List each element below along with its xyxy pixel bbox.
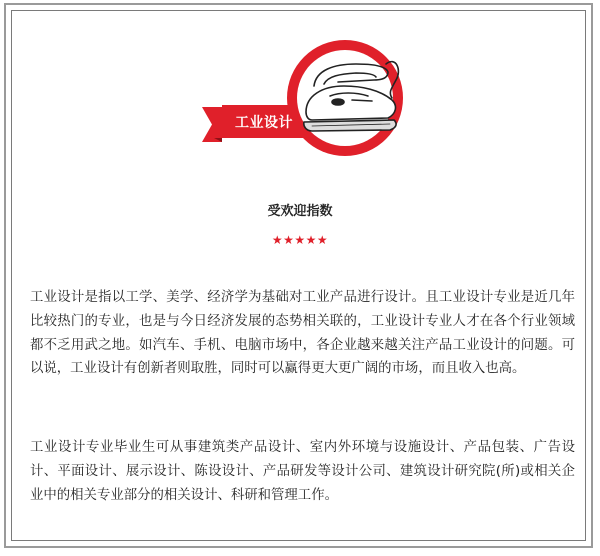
career-paragraph: 工业设计专业毕业生可从事建筑类产品设计、室内外环境与设施设计、产品包装、广告设计、平面设计、展示设计、陈设设计、产品研发等设计公司、建筑设计研究院(所)或相关企业中的相关专业部分的相关设计、科研和管理工作。: [30, 440, 575, 503]
popularity-stars: ★★★★★: [271, 233, 329, 247]
header-graphic: [0, 0, 600, 170]
popularity-label: 受欢迎指数: [267, 204, 333, 219]
intro-paragraph: 工业设计是指以工学、美学、经济学为基础对工业产品进行设计。且工业设计专业是近几年比较热门的专业，也是与今日经济发展的态势相关联的，工业设计专业人才在各个行业领域都不乏用武之地。如汽车、手机、电脑市场中，各企业越来越关注产品工业设计的问题。可以说，工业设计有创新者则取胜，同时可以赢得更大更广阔的市场，而且收入也高。: [30, 290, 575, 377]
banner-title: 工业设计: [235, 115, 293, 131]
